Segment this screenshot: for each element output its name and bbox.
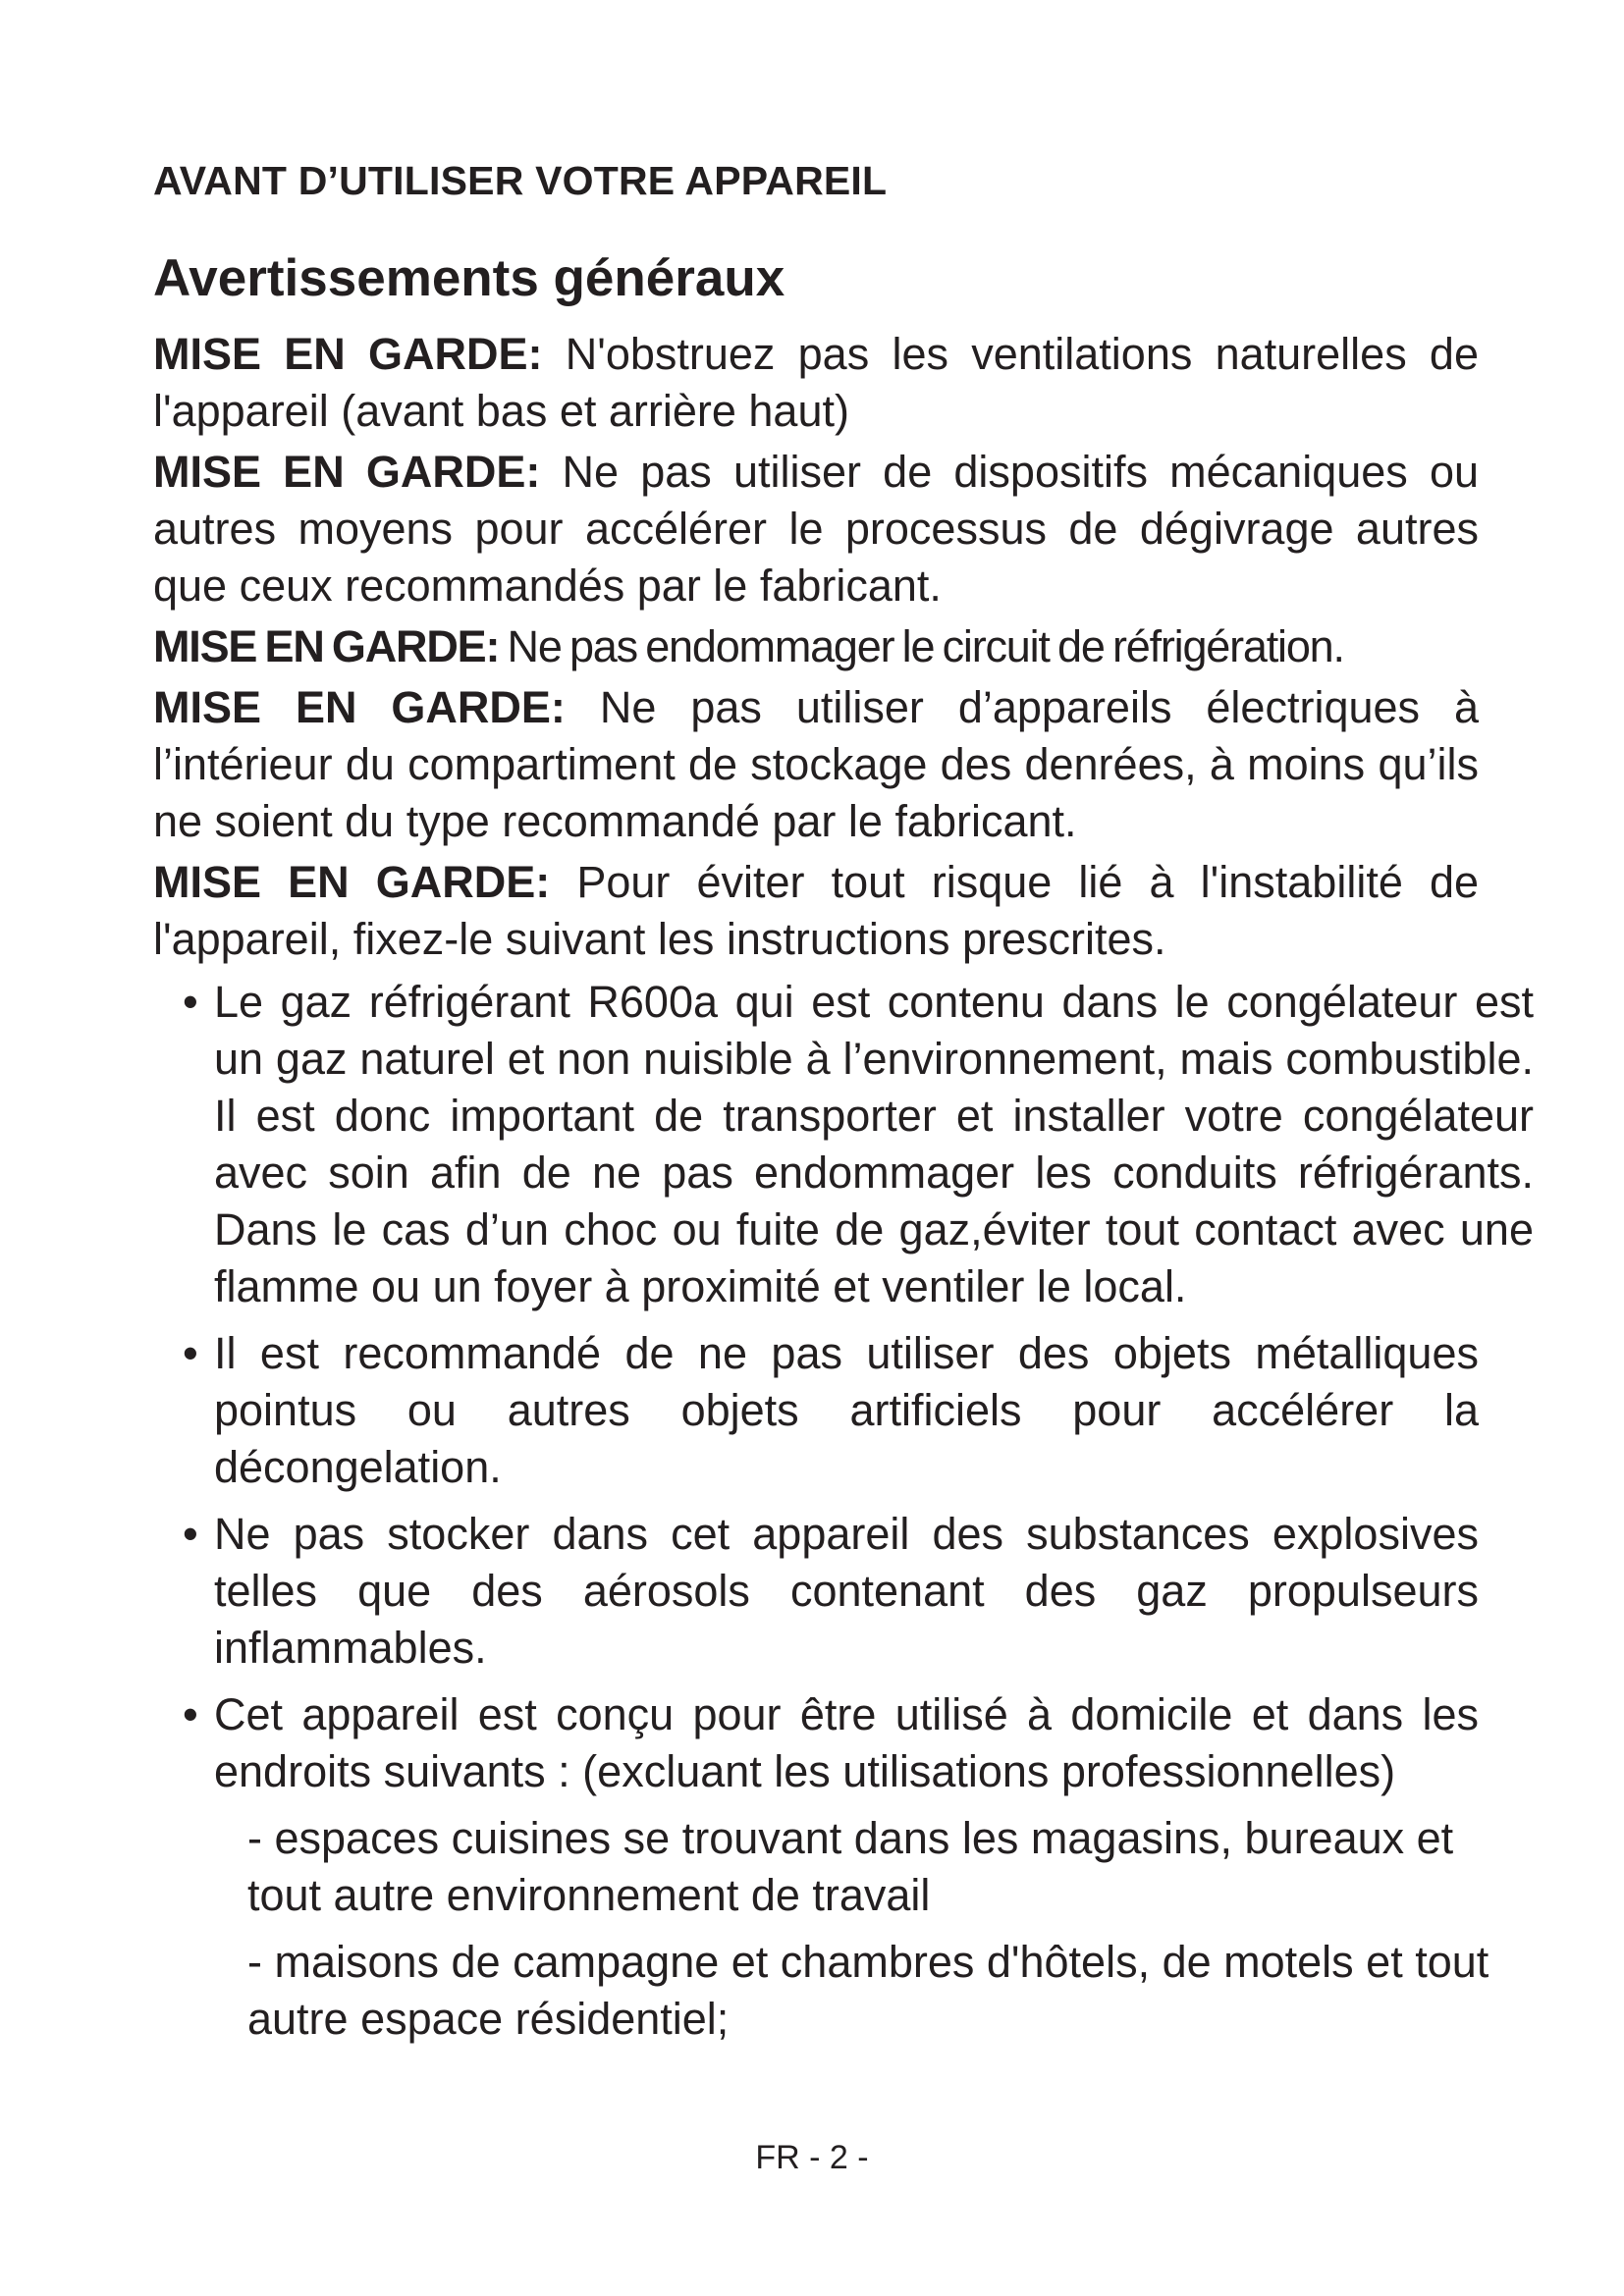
list-item: [153, 1686, 1479, 1800]
bullet-icon: •: [183, 1689, 198, 1739]
list-item: [153, 1506, 1479, 1677]
list-item: [153, 1325, 1479, 1496]
page-title: Avertissements généraux: [153, 249, 785, 307]
warning-label: MISE EN GARDE:: [153, 621, 500, 671]
list-item-text: Cet appareil est conçu pour être utilisé à domicile et dans les endroits suivants : (excluant les utilisations professionnelles): [214, 1689, 1479, 1796]
list-item: [153, 974, 1534, 1315]
warning-text: N'obstruez pas les ventilations naturelles de l'appareil (avant bas et arrière haut): [153, 329, 1479, 436]
page-number: FR - 2 -: [755, 2139, 869, 2176]
warning-label: MISE EN GARDE:: [153, 329, 543, 379]
sub-list: [153, 1810, 1489, 2048]
warning-paragraph: [153, 854, 1479, 968]
list-item-text: Il est recommandé de ne pas utiliser des objets métalliques pointus ou autres objets artificiels pour accélérer la décongelation.: [214, 1328, 1479, 1492]
warning-text: Pour éviter tout risque lié à l'instabilité de l'appareil, fixez-le suivant les instructions prescrites.: [153, 857, 1479, 964]
bullet-list: [153, 974, 1534, 1800]
bullet-icon: •: [183, 1509, 198, 1559]
bullet-icon: •: [183, 977, 198, 1027]
list-item-text: Le gaz réfrigérant R600a qui est contenu dans le congélateur est un gaz naturel et non nuisible à l’environnement, mais combustible. Il est donc important de transporter et installer votre congélateur avec soin afin de ne pas endommager les conduits réfrigérants. Dans le cas d’un choc ou fuite de gaz,éviter tout contact avec une flamme ou un foyer à proximité et ventiler le local.: [214, 977, 1534, 1311]
warning-paragraph: [153, 618, 1479, 675]
warning-text: Ne pas utiliser de dispositifs mécaniques ou autres moyens pour accélérer le processus de dégivrage autres que ceux recommandés par le fabricant.: [153, 447, 1480, 611]
page-content: [153, 157, 1534, 2057]
warning-text: Ne pas endommager le circuit de réfrigération.: [499, 621, 1344, 671]
warning-paragraph: [153, 444, 1479, 614]
warning-label: MISE EN GARDE:: [153, 447, 541, 497]
section-heading: AVANT D’UTILISER VOTRE APPAREIL: [153, 158, 888, 203]
warning-paragraph: [153, 326, 1479, 440]
warning-paragraph: [153, 679, 1479, 850]
warning-label: MISE EN GARDE:: [153, 857, 551, 907]
sub-list-item: - maisons de campagne et chambres d'hôtels, de motels et tout autre espace résidentiel;: [247, 1937, 1489, 2044]
sub-list-item: - espaces cuisines se trouvant dans les magasins, bureaux et tout autre environnement de travail: [247, 1813, 1454, 1920]
bullet-icon: •: [183, 1328, 198, 1378]
warning-text: Ne pas utiliser d’appareils électriques à l’intérieur du compartiment de stockage des denrées, à moins qu’ils ne soient du type recommandé par le fabricant.: [153, 682, 1479, 846]
warning-label: MISE EN GARDE:: [153, 682, 566, 732]
list-item-text: Ne pas stocker dans cet appareil des substances explosives telles que des aérosols contenant des gaz propulseurs inflammables.: [214, 1509, 1479, 1673]
